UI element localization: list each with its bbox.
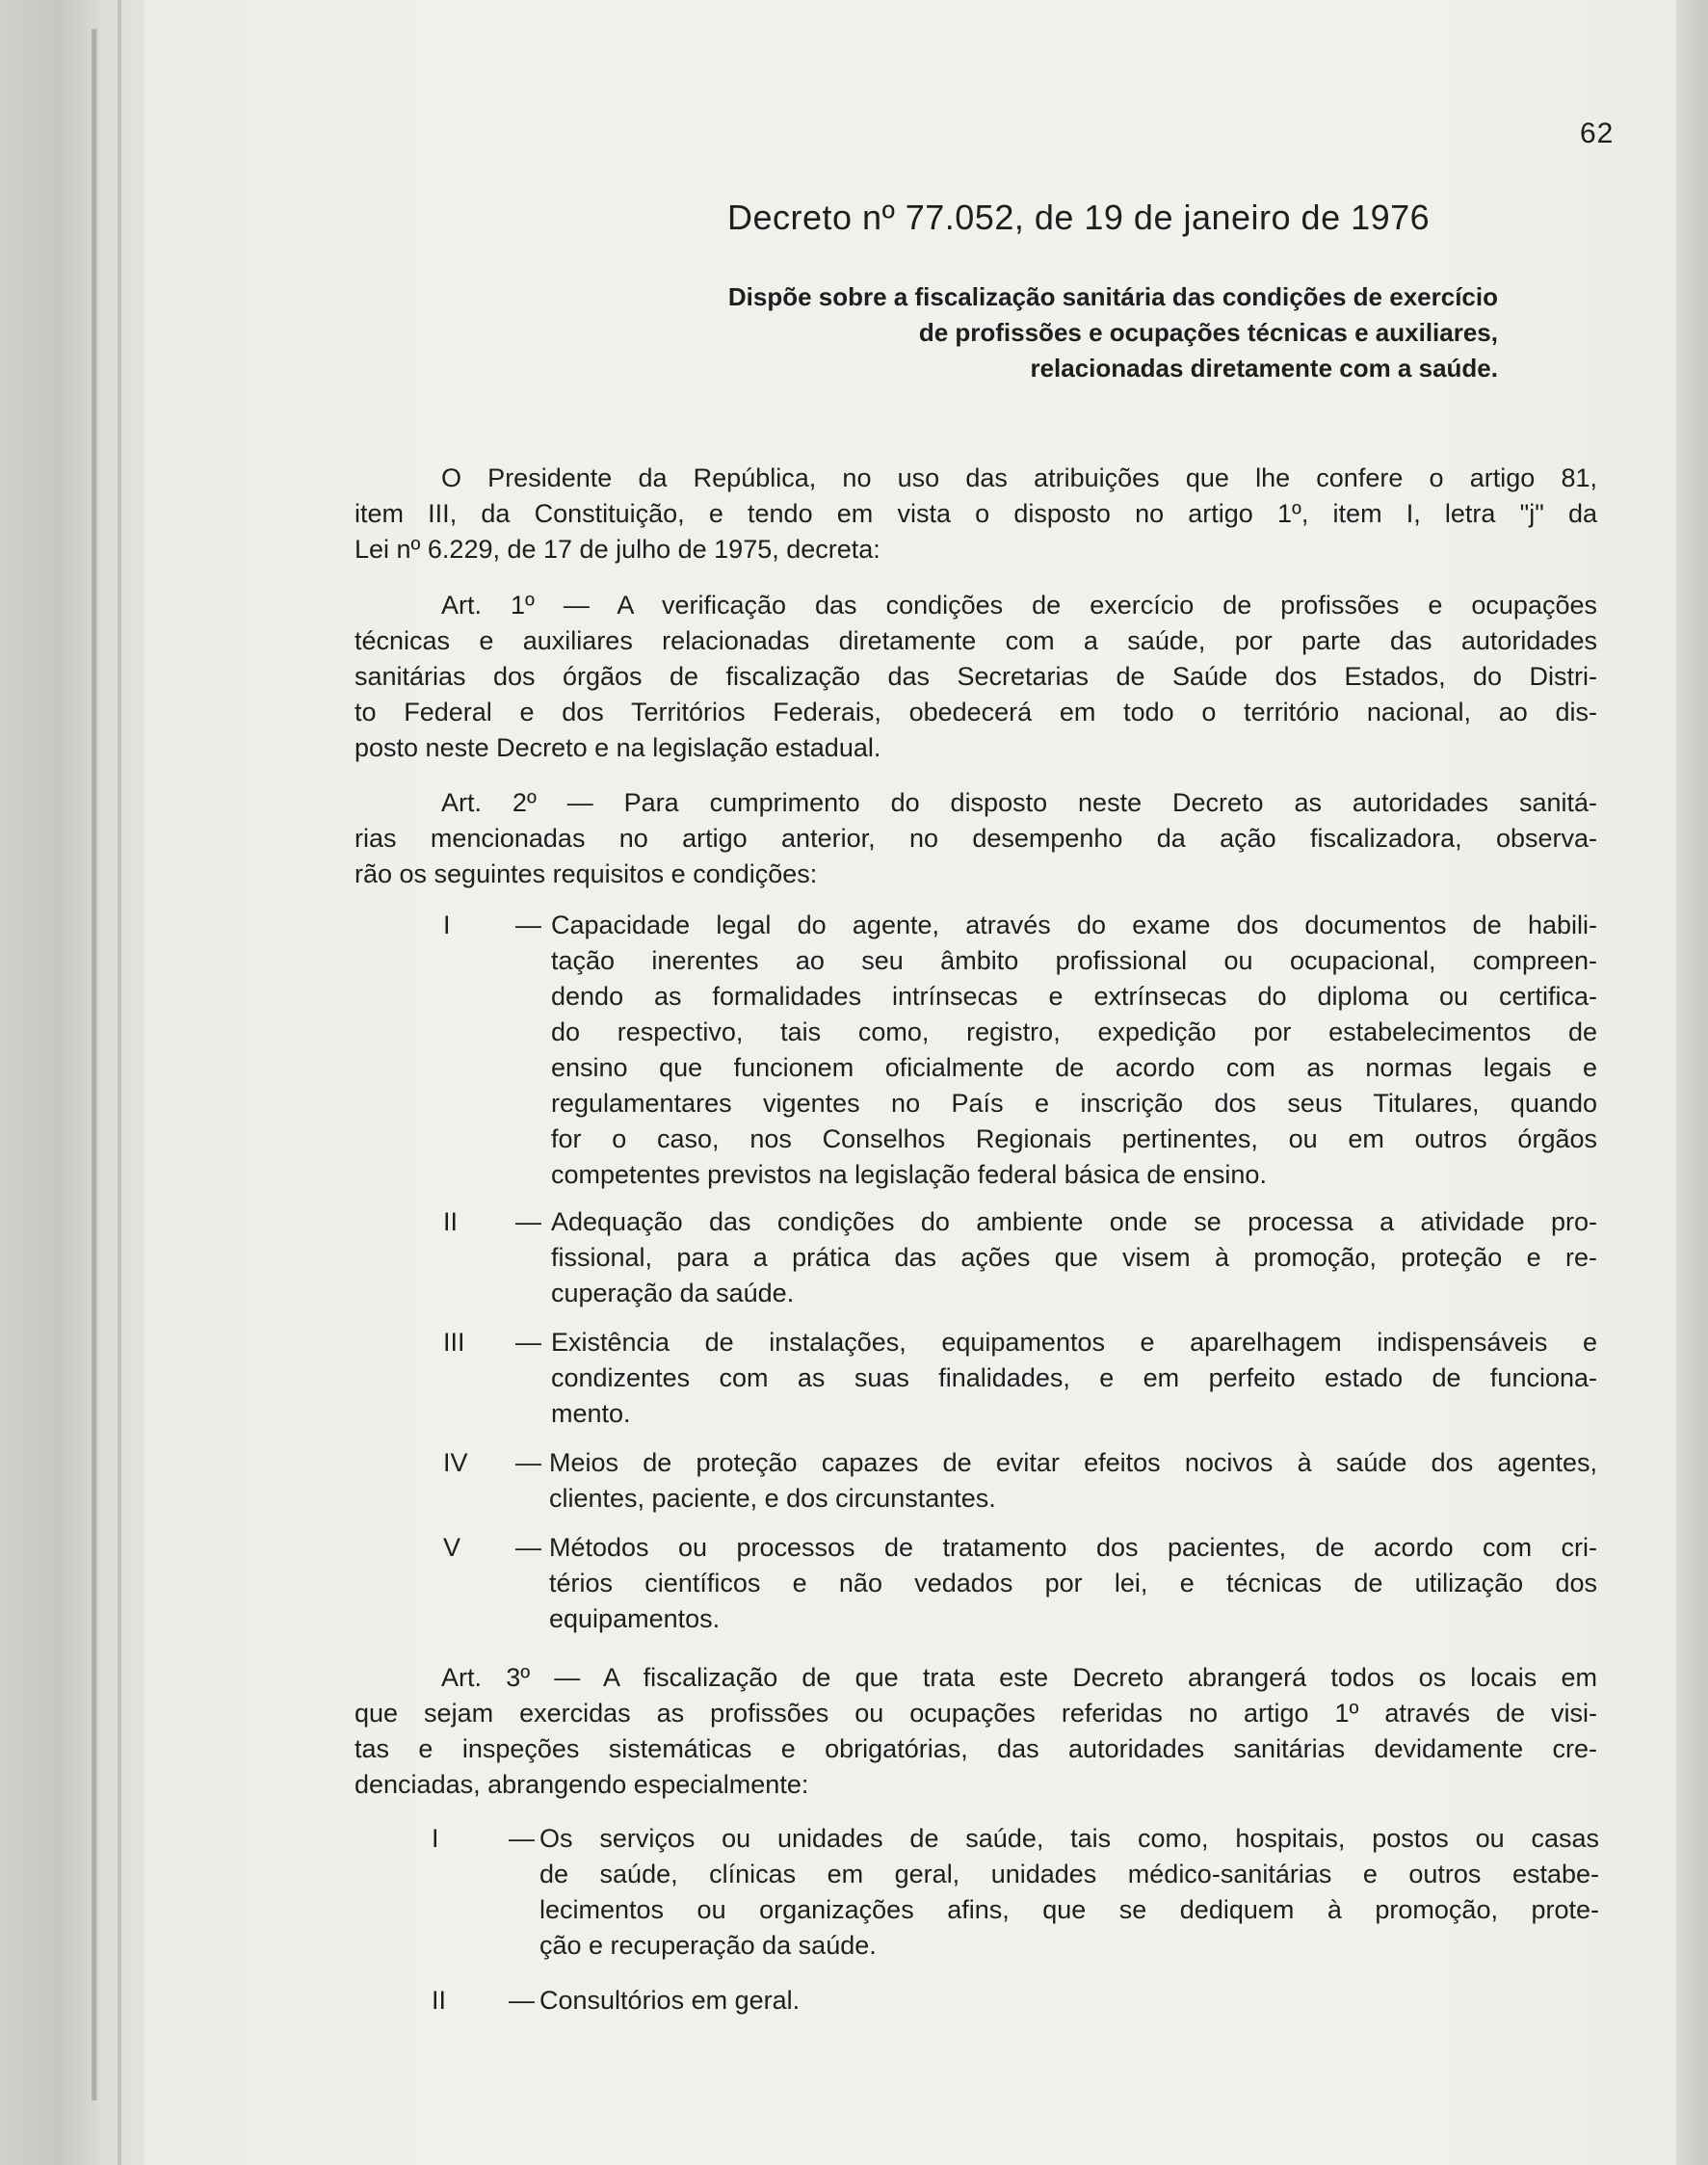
article-line: rias mencionadas no artigo anterior, no desempenho da ação fiscalizadora, observa- [355,824,1597,853]
item-line: Meios de proteção capazes de evitar efeitos nocivos à saúde dos agentes, [549,1448,1597,1477]
item-line: cuperação da saúde. [551,1279,795,1307]
item-line: Os serviços ou unidades de saúde, tais como, hospitais, postos ou casas [539,1824,1599,1853]
article-line: Art. 2º — Para cumprimento do disposto neste Decreto as autoridades sanitá- [441,788,1597,817]
article-line: rão os seguintes requisitos e condições: [355,859,818,888]
item-line: Consultórios em geral. [539,1986,801,2015]
item-line: lecimentos ou organizações afins, que se dediquem à promoção, prote- [539,1895,1599,1924]
item-line: térios científicos e não vedados por lei, e técnicas de utilização dos [549,1569,1597,1597]
item-dash: — [509,1824,535,1853]
article-line: posto neste Decreto e na legislação estadual. [355,733,881,762]
article-line: que sejam exercidas as profissões ou ocupações referidas no artigo 1º através de visi- [355,1699,1597,1728]
item-text [539,1821,1599,1964]
item-line: competentes previstos na legislação federal básica de ensino. [551,1160,1267,1189]
item-text [551,908,1597,1193]
item-numeral: II [443,1207,459,1236]
item-line: condizentes com as suas finalidades, e em perfeito estado de funciona- [551,1363,1597,1392]
article-2 [355,785,1597,892]
article-line: técnicas e auxiliares relacionadas diretamente com a saúde, por parte das autoridades [355,626,1597,655]
article-3 [355,1660,1597,1803]
article-line: tas e inspeções sistemáticas e obrigatórias, das autoridades sanitárias devidamente cre- [355,1734,1597,1763]
item-line: tação inerentes ao seu âmbito profissional ou ocupacional, compreen- [551,946,1597,975]
item-text [551,1325,1597,1432]
item-line: Métodos ou processos de tratamento dos pacientes, de acordo com cri- [549,1533,1597,1562]
summary-line: de profissões e ocupações técnicas e auxiliares, [918,318,1498,347]
art2-item-IV [443,1445,1599,1520]
item-dash: — [515,1328,541,1357]
decree-summary [539,279,1498,386]
item-line: clientes, paciente, e dos circunstantes. [549,1484,996,1513]
item-line: equipamentos. [549,1604,721,1633]
item-numeral: III [443,1328,465,1357]
article-line: sanitárias dos órgãos de fiscalização das Secretarias de Saúde dos Estados, do Distri- [355,662,1597,691]
item-line: de saúde, clínicas em geral, unidades médico-sanitárias e outros estabe- [539,1860,1599,1888]
item-dash: — [515,1448,541,1477]
item-line: Adequação das condições do ambiente onde se processa a atividade pro- [551,1207,1597,1236]
item-numeral: IV [443,1448,468,1477]
item-line: ção e recuperação da saúde. [539,1931,877,1960]
item-text [549,1445,1597,1517]
article-line: Art. 1º — A verificação das condições de exercício de profissões e ocupações [441,591,1597,620]
book-binding-edge [0,0,145,2165]
item-numeral: I [432,1824,439,1853]
preamble-paragraph [355,461,1597,568]
item-line: do respectivo, tais como, registro, expedição por estabelecimentos de [551,1017,1597,1046]
page-right-edge [1676,0,1708,2165]
item-line: fissional, para a prática das ações que visem à promoção, proteção e re- [551,1243,1597,1272]
summary-line: Dispõe sobre a fiscalização sanitária das condições de exercício [727,282,1498,311]
page-number: 62 [1580,118,1615,149]
item-line: for o caso, nos Conselhos Regionais pertinentes, ou em outros órgãos [551,1124,1597,1153]
art3-item-II [432,1983,1599,2021]
item-line: ensino que funcionem oficialmente de acordo com as normas legais e [551,1053,1597,1082]
art2-item-III [443,1325,1599,1436]
item-numeral: I [443,911,451,939]
item-line: regulamentares vigentes no País e inscrição dos seus Titulares, quando [551,1089,1597,1118]
article-1 [355,588,1597,766]
article-line: denciadas, abrangendo especialmente: [355,1770,809,1799]
decree-title: Decreto nº 77.052, de 19 de janeiro de 1976 [727,198,1431,237]
article-line: to Federal e dos Territórios Federais, obedecerá em todo o território nacional, ao dis- [355,698,1597,726]
item-numeral: V [443,1533,461,1562]
item-line: Existência de instalações, equipamentos e aparelhagem indispensáveis e [551,1328,1597,1357]
item-text [551,1204,1597,1311]
art2-item-II [443,1204,1599,1315]
art2-item-I [443,908,1599,1197]
item-line: Capacidade legal do agente, através do exame dos documentos de habili- [551,911,1597,939]
item-dash: — [515,1207,541,1236]
art2-item-V [443,1530,1599,1641]
item-line: dendo as formalidades intrínsecas e extrínsecas do diploma ou certifica- [551,982,1597,1011]
item-line: mento. [551,1399,631,1428]
item-text [549,1530,1597,1637]
summary-line: relacionadas diretamente com a saúde. [1030,354,1498,383]
preamble-line: Lei nº 6.229, de 17 de julho de 1975, decreta: [355,535,880,564]
preamble-line: O Presidente da República, no uso das atribuições que lhe confere o artigo 81, [441,463,1597,492]
item-numeral: II [432,1986,447,2015]
item-dash: — [515,1533,541,1562]
article-line: Art. 3º — A fiscalização de que trata este Decreto abrangerá todos os locais em [441,1663,1597,1692]
item-dash: — [509,1986,535,2015]
item-text [539,1983,1599,2019]
item-dash: — [515,911,541,939]
preamble-line: item III, da Constituição, e tendo em vista o disposto no artigo 1º, item I, letra "j" da [355,499,1597,528]
art3-item-I [432,1821,1599,1967]
